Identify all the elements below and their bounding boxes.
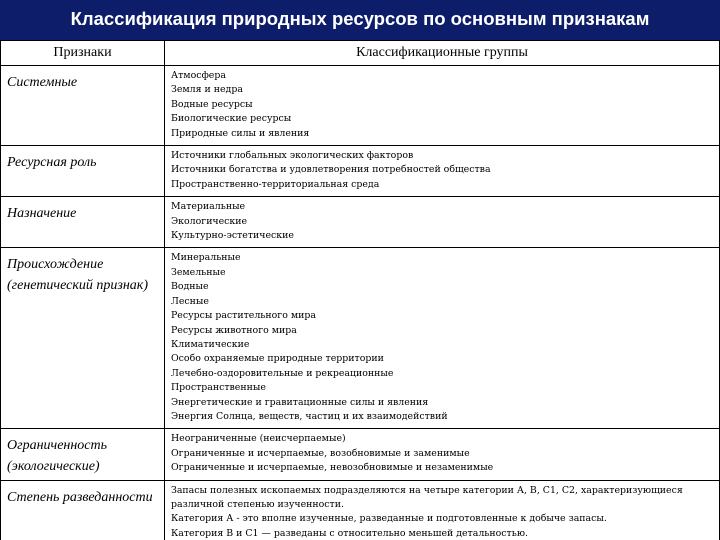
group-item: Культурно-эстетические	[171, 230, 294, 242]
group-item: Категория А - это вполне изученные, разведанные и подготовленные к добыче запасы.	[171, 513, 607, 525]
group-item: Энергетические и гравитационные силы и явления	[171, 396, 429, 408]
table-row	[1, 197, 720, 248]
classification-table-container	[0, 40, 720, 540]
groups-cell	[165, 248, 720, 429]
group-item: Ресурсы животного мира	[171, 324, 297, 336]
group-item: Водные ресурсы	[171, 98, 253, 110]
group-item: Водные	[171, 281, 209, 293]
feature-cell: Назначение	[1, 197, 165, 248]
group-item: Неограниченные (неисчерпаемые)	[171, 433, 346, 445]
group-item: Земельные	[171, 266, 226, 278]
group-item: Пространственно-территориальная среда	[171, 178, 380, 190]
table-row	[1, 480, 720, 540]
classification-table	[0, 40, 720, 540]
groups-cell	[165, 146, 720, 197]
table-row	[1, 146, 720, 197]
table-row	[1, 429, 720, 480]
feature-cell: Происхождение (генетический признак)	[1, 248, 165, 429]
groups-cell	[165, 197, 720, 248]
group-item: Атмосфера	[171, 70, 226, 81]
group-item: Ограниченные и исчерпаемые, возобновимые и заменимые	[171, 447, 470, 459]
groups-cell	[165, 480, 720, 540]
table-header-row	[1, 41, 720, 66]
feature-cell: Ресурсная роль	[1, 146, 165, 197]
header-features: Признаки	[1, 41, 165, 66]
group-item: Энергия Солнца, веществ, частиц и их взаимодействий	[171, 410, 448, 422]
table-row	[1, 66, 720, 146]
table-row	[1, 248, 720, 429]
groups-cell	[165, 429, 720, 480]
group-item: Лесные	[171, 295, 209, 307]
group-item: Природные силы и явления	[171, 127, 310, 139]
group-item: Климатические	[171, 338, 250, 350]
group-item: Ресурсы растительного мира	[171, 310, 316, 322]
groups-cell	[165, 66, 720, 146]
feature-cell: Степень разведанности	[1, 480, 165, 540]
group-item: Лечебно-оздоровительные и рекреационные	[171, 367, 394, 379]
group-item: Пространственные	[171, 382, 266, 394]
group-item: Ограниченные и исчерпаемые, невозобновимые и незаменимые	[171, 462, 494, 474]
group-item: Минеральные	[171, 252, 241, 264]
group-item: Земля и недра	[171, 84, 243, 96]
slide-title: Классификация природных ресурсов по основным признакам	[0, 0, 720, 40]
group-item: Экологические	[171, 215, 248, 227]
feature-cell: Системные	[1, 66, 165, 146]
group-item: Биологические ресурсы	[171, 113, 292, 125]
group-item: Категория В и С1 — разведаны с относительно меньшей детальностью.	[171, 527, 528, 539]
group-item: Источники глобальных экологических факторов	[171, 150, 414, 162]
group-item: Источники богатства и удовлетворения потребностей общества	[171, 164, 491, 176]
group-item: Запасы полезных ископаемых подразделяются на четыре категории А, В, С1, С2, характеризующиеся различной степенью изученности.	[171, 484, 683, 510]
group-item: Особо охраняемые природные территории	[171, 353, 384, 365]
group-item: Материальные	[171, 201, 246, 213]
feature-cell: Ограниченность (экологические)	[1, 429, 165, 480]
header-groups: Классификационные группы	[165, 41, 720, 66]
